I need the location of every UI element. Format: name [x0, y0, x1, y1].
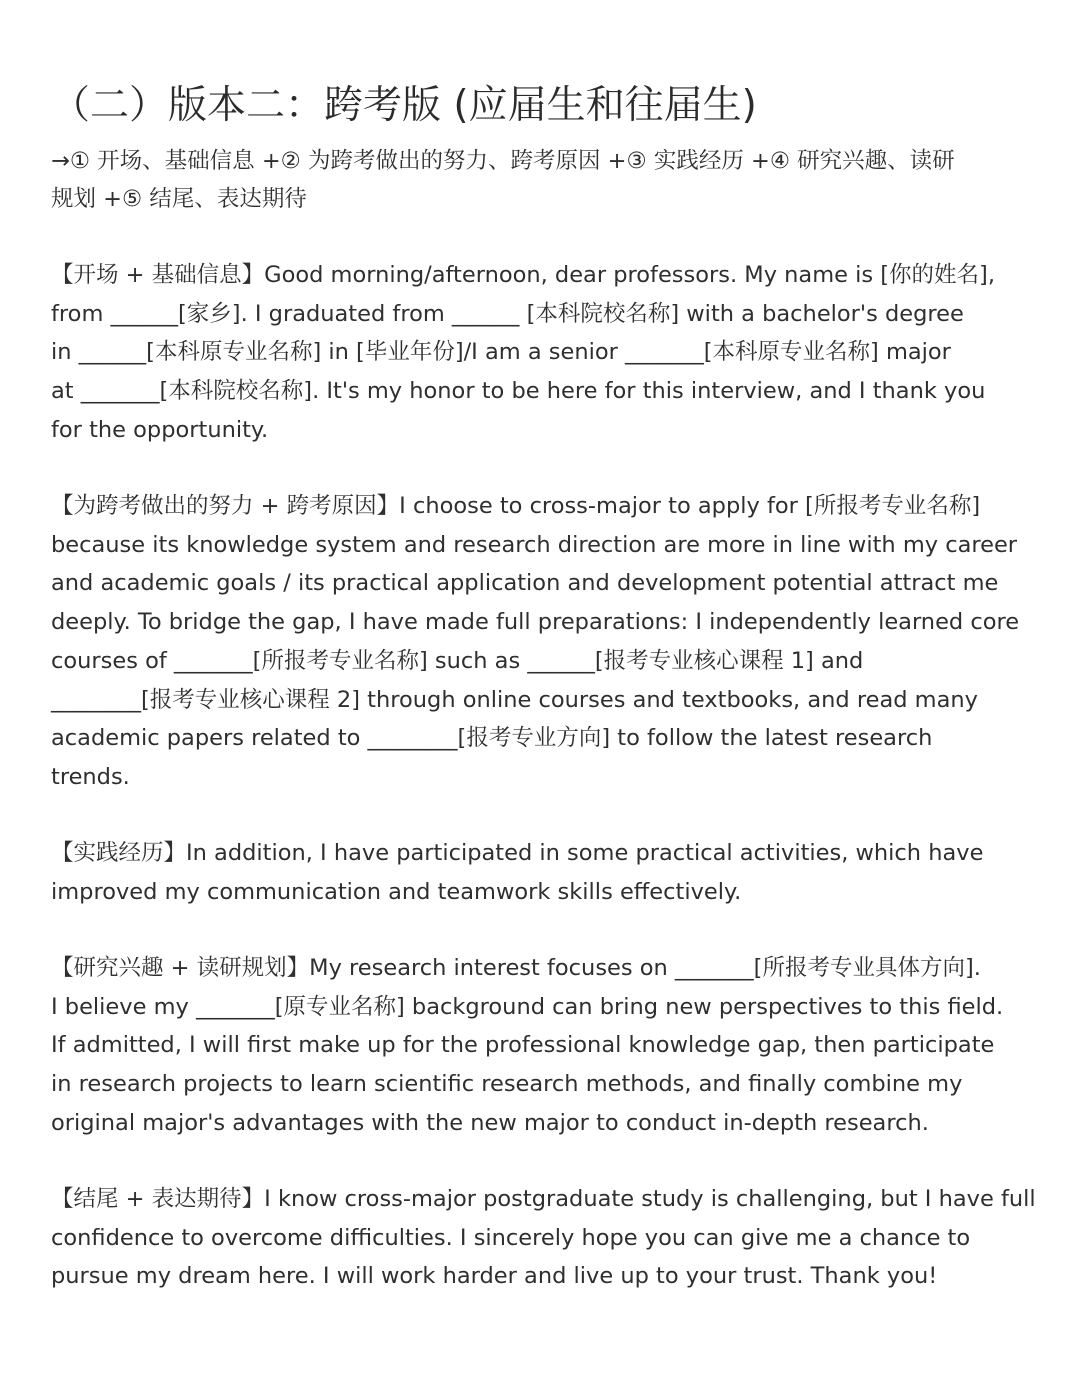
section-line: 【开场 + 基础信息】Good morning/afternoon, dear professors. My name is [你的姓名], — [51, 262, 995, 288]
section-line: courses of _______[所报考专业名称] such as ______[报考专业核心课程 1] and — [51, 647, 864, 674]
section-line: trends. — [51, 763, 130, 790]
section-line: confidence to overcome difficulties. I sincerely hope you can give me a chance to — [51, 1224, 971, 1251]
section-line: academic papers related to ________[报考专业方向] to follow the latest research — [51, 725, 933, 752]
section-line: ________[报考专业核心课程 2] through online courses and textbooks, and read many — [51, 686, 978, 713]
section-line: and academic goals / its practical application and development potential attract me — [51, 570, 999, 597]
section-line: because its knowledge system and research direction are more in line with my career — [51, 531, 1018, 558]
section-line: 【实践经历】In addition, I have participated in some practical activities, which have — [51, 840, 984, 866]
section-line: 【研究兴趣 + 读研规划】My research interest focuses on _______[所报考专业具体方向]. — [51, 955, 981, 981]
section-opening-basic-info — [51, 256, 1037, 450]
page-title: （二）版本二：跨考版 (应届生和往届生) — [51, 83, 757, 128]
section-line: I believe my _______[原专业名称] background can bring new perspectives to this field. — [51, 993, 1004, 1020]
section-line: original major's advantages with the new major to conduct in-depth research. — [51, 1109, 929, 1136]
structure-outline — [51, 142, 1037, 218]
section-closing-expectation — [51, 1180, 1037, 1296]
section-line: improved my communication and teamwork skills effectively. — [51, 878, 742, 905]
section-effort-and-reason — [51, 487, 1037, 797]
outline-line: →① 开场、基础信息 +② 为跨考做出的努力、跨考原因 +③ 实践经历 +④ 研究兴趣、读研 — [51, 148, 955, 174]
section-line: in research projects to learn scientific research methods, and finally combine my — [51, 1071, 963, 1098]
section-line: from ______[家乡]. I graduated from ______ [本科院校名称] with a bachelor's degree — [51, 300, 964, 327]
section-practice-experience — [51, 834, 1037, 911]
section-line: in ______[本科原专业名称] in [毕业年份]/I am a senior _______[本科原专业名称] major — [51, 339, 951, 366]
section-line: for the opportunity. — [51, 416, 269, 443]
section-research-interest-plan — [51, 949, 1037, 1143]
section-line: 【为跨考做出的努力 + 跨考原因】I choose to cross-major to apply for [所报考专业名称] — [51, 493, 981, 519]
section-line: at _______[本科院校名称]. It's my honor to be here for this interview, and I thank you — [51, 378, 986, 405]
section-line: pursue my dream here. I will work harder and live up to your trust. Thank you! — [51, 1263, 938, 1290]
section-line: 【结尾 + 表达期待】I know cross-major postgraduate study is challenging, but I have full — [51, 1186, 1036, 1212]
section-line: If admitted, I will first make up for the professional knowledge gap, then participate — [51, 1032, 995, 1059]
section-line: deeply. To bridge the gap, I have made full preparations: I independently learned core — [51, 609, 1020, 636]
outline-line: 规划 +⑤ 结尾、表达期待 — [51, 186, 307, 212]
